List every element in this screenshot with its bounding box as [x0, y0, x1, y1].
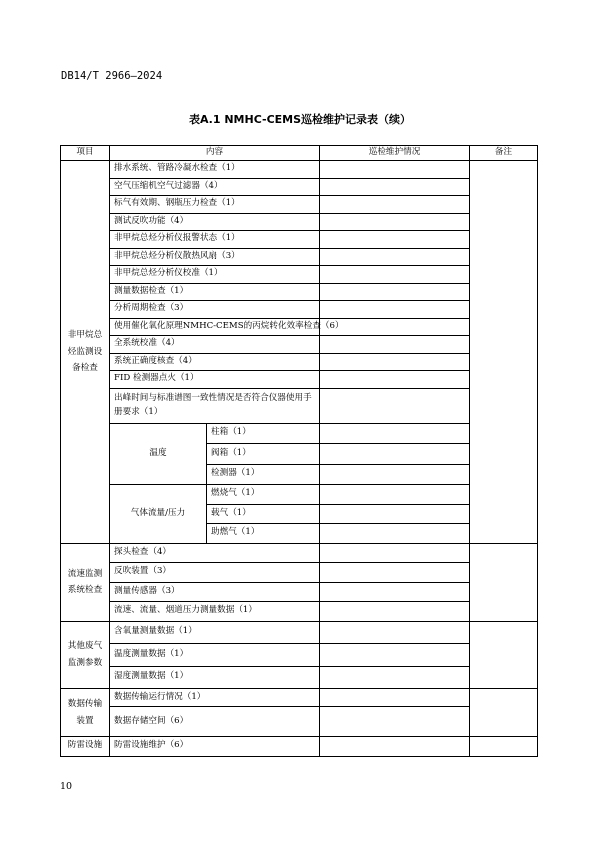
- status-cell[interactable]: [320, 213, 470, 231]
- status-cell[interactable]: [320, 353, 470, 371]
- item-text: 空气压缩机空气过滤器（4）: [110, 178, 320, 196]
- remark-cell[interactable]: [470, 161, 538, 544]
- inspection-table: [60, 145, 538, 757]
- table-row: [61, 563, 538, 583]
- status-cell[interactable]: [320, 602, 470, 622]
- table-row: [61, 318, 538, 336]
- status-cell[interactable]: [320, 231, 470, 249]
- status-cell[interactable]: [320, 464, 470, 485]
- status-cell[interactable]: [320, 161, 470, 179]
- item-text: 使用催化氧化原理NMHC-CEMS的丙烷转化效率检查（6）: [110, 318, 320, 336]
- table-row: [61, 602, 538, 622]
- status-cell[interactable]: [320, 371, 470, 389]
- table-row: [61, 283, 538, 301]
- item-text: 标气有效期、钢瓶压力检查（1）: [110, 196, 320, 214]
- status-cell[interactable]: [320, 423, 470, 444]
- item-text: 系统正确度核查（4）: [110, 353, 320, 371]
- item-text: 出峰时间与标准谱图一致性情况是否符合仪器使用手册要求（1）: [110, 388, 320, 423]
- table-row: [61, 423, 538, 444]
- table-row: [61, 689, 538, 707]
- item-text: 数据传输运行情况（1）: [110, 689, 320, 707]
- table-title: 表A.1 NMHC-CEMS巡检维护记录表（续）: [188, 113, 412, 126]
- col-header-content: 内容: [110, 146, 320, 161]
- item-text: 数据存储空间（6）: [110, 707, 320, 737]
- status-cell[interactable]: [320, 266, 470, 284]
- table-row: [61, 485, 538, 505]
- page-number: 10: [60, 781, 73, 792]
- table-row: [61, 213, 538, 231]
- item-text: 测试反吹功能（4）: [110, 213, 320, 231]
- item-text: 湿度测量数据（1）: [110, 666, 320, 689]
- item-text: 载气（1）: [207, 504, 320, 524]
- col-header-remark: 备注: [470, 146, 538, 161]
- item-text: 柱箱（1）: [207, 423, 320, 444]
- item-text: 测量数据检查（1）: [110, 283, 320, 301]
- table-row: [61, 336, 538, 354]
- status-cell[interactable]: [320, 301, 470, 319]
- item-text: 反吹装置（3）: [110, 563, 320, 583]
- table-row: [61, 644, 538, 667]
- status-cell[interactable]: [320, 485, 470, 505]
- status-cell[interactable]: [320, 248, 470, 266]
- table-row: [61, 666, 538, 689]
- category-nmhc: 非甲烷总烃监测设备检查: [61, 161, 110, 544]
- table-row: [61, 371, 538, 389]
- table-row: [61, 353, 538, 371]
- status-cell[interactable]: [320, 689, 470, 707]
- status-cell[interactable]: [320, 644, 470, 667]
- status-cell[interactable]: [320, 524, 470, 544]
- status-cell[interactable]: [320, 388, 470, 423]
- item-text: FID 检测器点火（1）: [110, 371, 320, 389]
- table-row: [61, 161, 538, 179]
- table-row: [61, 178, 538, 196]
- item-text: 含氧量测量数据（1）: [110, 621, 320, 644]
- item-text: 流速、流量、烟道压力测量数据（1）: [110, 602, 320, 622]
- status-cell[interactable]: [320, 336, 470, 354]
- status-cell[interactable]: [320, 283, 470, 301]
- item-text: 非甲烷总烃分析仪校准（1）: [110, 266, 320, 284]
- table-row: [61, 231, 538, 249]
- remark-cell[interactable]: [470, 621, 538, 689]
- table-row: [61, 621, 538, 644]
- category-other: 其他废气监测参数: [61, 621, 110, 689]
- category-lightning: 防雷设施: [61, 737, 110, 757]
- item-text: 温度测量数据（1）: [110, 644, 320, 667]
- category-data: 数据传输装置: [61, 689, 110, 737]
- status-cell[interactable]: [320, 737, 470, 757]
- header-row: [61, 146, 538, 161]
- item-text: 排水系统、管路冷凝水检查（1）: [110, 161, 320, 179]
- table-row: [61, 266, 538, 284]
- status-cell[interactable]: [320, 504, 470, 524]
- status-cell[interactable]: [320, 666, 470, 689]
- item-text: 测量传感器（3）: [110, 582, 320, 602]
- table-row: [61, 582, 538, 602]
- table-row: [61, 196, 538, 214]
- item-text: 探头检查（4）: [110, 543, 320, 563]
- status-cell[interactable]: [320, 621, 470, 644]
- table-row: [61, 543, 538, 563]
- table-row: [61, 388, 538, 423]
- item-text: 助燃气（1）: [207, 524, 320, 544]
- remark-cell[interactable]: [470, 689, 538, 737]
- item-text: 防雷设施维护（6）: [110, 737, 320, 757]
- item-text: 检测器（1）: [207, 464, 320, 485]
- status-cell[interactable]: [320, 196, 470, 214]
- item-text: 非甲烷总烃分析仪散热风扇（3）: [110, 248, 320, 266]
- status-cell[interactable]: [320, 563, 470, 583]
- subcategory-gas: 气体流量/压力: [110, 485, 207, 544]
- item-text: 非甲烷总烃分析仪报警状态（1）: [110, 231, 320, 249]
- table-row: [61, 707, 538, 737]
- status-cell[interactable]: [320, 543, 470, 563]
- status-cell[interactable]: [320, 707, 470, 737]
- category-flow: 流速监测系统检查: [61, 543, 110, 621]
- remark-cell[interactable]: [470, 543, 538, 621]
- item-text: 燃烧气（1）: [207, 485, 320, 505]
- status-cell[interactable]: [320, 178, 470, 196]
- col-header-status: 巡检维护情况: [320, 146, 470, 161]
- table-row: [61, 737, 538, 757]
- status-cell[interactable]: [320, 444, 470, 465]
- table-row: [61, 301, 538, 319]
- status-cell[interactable]: [320, 582, 470, 602]
- document-id: DB14/T 2966—2024: [61, 70, 163, 82]
- subcategory-temperature: 温度: [110, 423, 207, 485]
- remark-cell[interactable]: [470, 737, 538, 757]
- item-text: 分析周期检查（3）: [110, 301, 320, 319]
- item-text: 阀箱（1）: [207, 444, 320, 465]
- table-row: [61, 248, 538, 266]
- item-text: 全系统校准（4）: [110, 336, 320, 354]
- col-header-item: 项目: [61, 146, 110, 161]
